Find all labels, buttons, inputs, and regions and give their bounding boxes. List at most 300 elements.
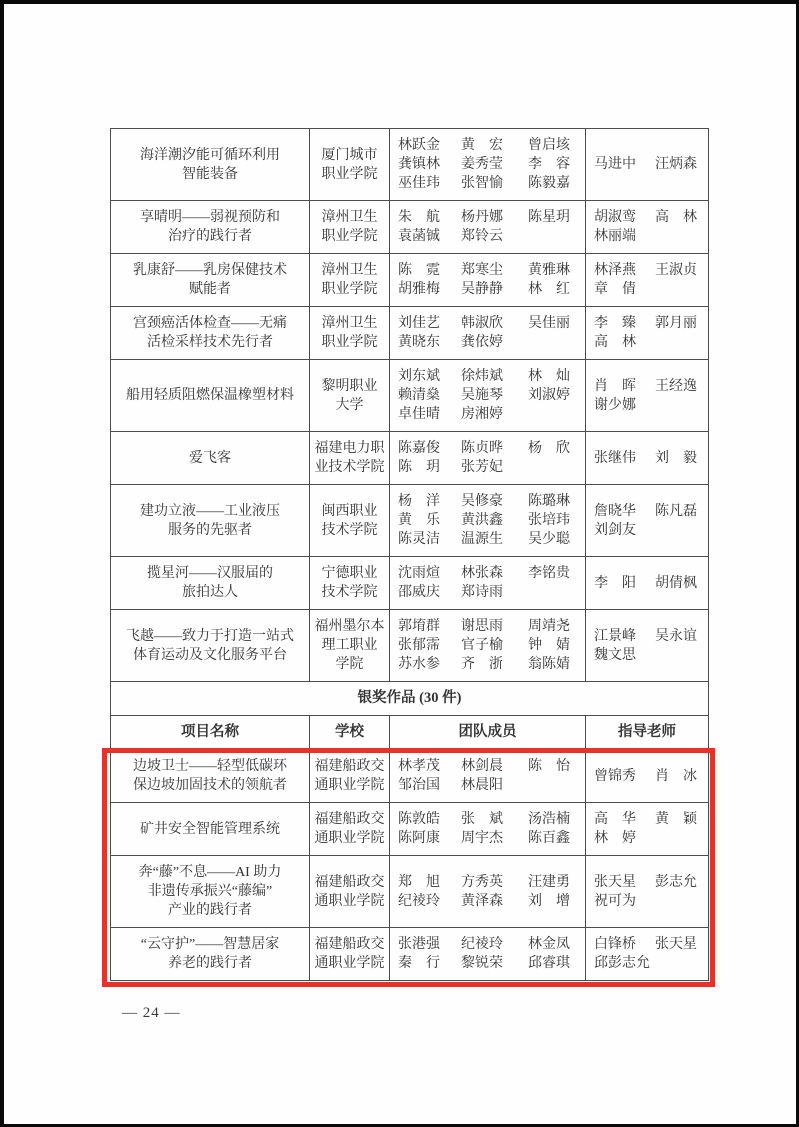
members-cell <box>390 432 586 485</box>
school-name-line: 职业学院 <box>321 282 378 297</box>
highlighted-rows-group <box>111 750 708 980</box>
advisor-name-line <box>594 155 704 174</box>
advisors-cell <box>586 432 708 485</box>
header-cell-members: 团队成员 <box>390 716 586 750</box>
advisor-name: 郭月丽 <box>655 316 697 331</box>
member-name: 卓佳晴 <box>398 407 440 422</box>
members-cell <box>390 610 586 682</box>
member-name: 林张森 <box>461 566 503 581</box>
members-cell <box>390 307 586 360</box>
advisor-name: 吴永谊 <box>655 628 697 644</box>
member-name-line <box>398 261 581 280</box>
school-name-line: 理工职业 <box>321 638 378 653</box>
header-cell-project: 项目名称 <box>111 716 310 750</box>
header-cell-advisors: 指导老师 <box>586 716 708 750</box>
member-name: 陈敦皓 <box>398 812 440 827</box>
advisors-cell <box>586 129 708 201</box>
member-name-line <box>398 655 581 674</box>
advisor-name: 李 臻 <box>594 316 636 331</box>
member-name: 张港强 <box>398 937 440 952</box>
advisor-name: 马进中 <box>594 157 636 172</box>
table-row <box>111 307 708 360</box>
project-title-line: 产业的践行者 <box>168 903 252 918</box>
table-row <box>111 856 708 928</box>
school-name-line: 福建船政交 <box>314 812 385 827</box>
member-name: 张智愉 <box>461 176 503 191</box>
school-cell <box>310 485 390 557</box>
member-name-line <box>398 492 581 511</box>
page-number: — 24 — <box>122 1005 181 1021</box>
member-name: 林金凤 <box>528 937 570 952</box>
project-cell <box>111 928 310 980</box>
advisor-name-line <box>594 333 704 352</box>
members-cell <box>390 557 586 610</box>
school-cell <box>310 201 390 254</box>
member-name: 黄晓东 <box>398 335 440 350</box>
member-name: 邵威庆 <box>398 585 440 600</box>
advisor-name: 胡淑鸾 <box>594 210 636 225</box>
school-name-line: 技术学院 <box>321 522 378 538</box>
school-name-line: 大学 <box>335 397 364 413</box>
member-name-line <box>398 367 581 386</box>
project-title-line: 海洋潮汐能可循环利用 <box>140 147 280 163</box>
advisor-name: 张天星 <box>655 937 697 952</box>
member-name: 陈灵洁 <box>398 532 440 547</box>
member-name-line <box>398 405 581 424</box>
member-name: 赖清燊 <box>398 388 440 403</box>
project-cell <box>111 803 310 856</box>
school-cell <box>310 928 390 980</box>
school-name-line: 通职业学院 <box>314 831 385 846</box>
member-name-line <box>398 757 581 776</box>
table-row <box>111 928 708 980</box>
project-cell <box>111 360 310 432</box>
advisor-name-line <box>594 829 704 848</box>
member-name-line <box>398 155 581 174</box>
member-name: 陈星玥 <box>528 210 570 225</box>
member-name: 纪祾玲 <box>461 937 503 952</box>
member-name: 林剑晨 <box>461 759 503 774</box>
member-name: 陈璐琳 <box>528 494 570 509</box>
member-name: 龚镇林 <box>398 157 440 172</box>
project-cell <box>111 750 310 803</box>
advisor-name: 白锋桥 <box>594 937 636 952</box>
member-name-line <box>398 776 581 795</box>
member-name: 陈百鑫 <box>528 831 570 846</box>
school-cell <box>310 432 390 485</box>
school-name-line: 业技术学院 <box>314 460 385 475</box>
advisor-name: 黄 颖 <box>655 812 697 827</box>
school-name-line: 宁德职业 <box>321 566 378 581</box>
project-title-line: 揽星河——汉服届的 <box>147 566 273 581</box>
advisor-name-line <box>594 396 704 415</box>
project-title-line: 边坡卫士——轻型低碳环 <box>133 759 287 774</box>
member-name-line <box>398 829 581 848</box>
school-name-line: 黎明职业 <box>321 378 378 394</box>
project-title-line: 建功立液——工业液压 <box>140 503 280 519</box>
advisor-name: 祝可为 <box>594 893 636 909</box>
project-cell <box>111 254 310 307</box>
advisor-name: 刘剑友 <box>594 522 636 538</box>
member-name: 方秀英 <box>461 874 503 890</box>
project-title-line: 矿井安全智能管理系统 <box>140 821 280 837</box>
member-name-line <box>398 892 581 911</box>
member-name-line <box>398 333 581 352</box>
member-name: 袁菡铖 <box>398 229 440 244</box>
member-name: 邹治国 <box>398 778 440 793</box>
member-name-line <box>398 227 581 246</box>
school-name-line: 福建船政交 <box>314 937 385 952</box>
school-name-line: 闽西职业 <box>321 503 378 519</box>
advisor-name-line <box>594 873 704 892</box>
advisor-name: 王淑贞 <box>655 263 697 278</box>
member-name: 林跃金 <box>398 138 440 153</box>
advisors-cell <box>586 307 708 360</box>
member-name: 房湘婷 <box>461 407 503 422</box>
advisor-name: 魏文思 <box>594 647 636 663</box>
school-name-line: 福建电力职 <box>314 441 385 456</box>
advisor-name-line <box>594 208 704 227</box>
member-name: 刘 增 <box>528 893 570 909</box>
member-name: 郑铃云 <box>461 229 503 244</box>
members-cell <box>390 750 586 803</box>
project-title-line: 船用轻质阻燃保温橡塑材料 <box>126 388 294 403</box>
advisor-name: 林丽端 <box>594 229 636 244</box>
project-title-line: 体育运动及文化服务平台 <box>133 647 287 663</box>
member-name: 汪建勇 <box>528 874 570 890</box>
advisors-cell <box>586 201 708 254</box>
member-name: 陈毅嘉 <box>528 176 570 191</box>
table-row <box>111 557 708 610</box>
project-title-line: 养老的践行者 <box>168 956 252 971</box>
advisors-cell <box>586 254 708 307</box>
advisor-name-line <box>594 521 704 540</box>
member-name: 林孝茂 <box>398 759 440 774</box>
advisor-name-line <box>594 227 704 246</box>
advisor-name: 陈凡磊 <box>655 503 697 519</box>
advisor-name: 李 阳 <box>594 575 636 591</box>
member-name: 巫佳玮 <box>398 176 440 191</box>
advisors-cell <box>586 610 708 682</box>
member-name-line <box>398 954 581 973</box>
advisor-name: 肖 冰 <box>655 768 697 784</box>
school-name-line: 职业学院 <box>321 229 378 244</box>
member-name-line <box>398 439 581 458</box>
project-title-line: 服务的先驱者 <box>168 522 252 538</box>
members-cell <box>390 928 586 980</box>
member-name-line <box>398 583 581 602</box>
project-cell <box>111 432 310 485</box>
advisor-name: 汪炳森 <box>655 157 697 172</box>
member-name: 刘佳艺 <box>398 316 440 331</box>
member-name: 郑诗雨 <box>461 585 503 600</box>
advisor-name-line <box>594 810 704 829</box>
member-name: 苏水参 <box>398 657 440 672</box>
member-name: 钟 婧 <box>528 638 570 653</box>
member-name: 韩淑欣 <box>461 316 503 331</box>
project-title-line: 乳康舒——乳房保健技术 <box>133 263 287 278</box>
advisors-cell <box>586 803 708 856</box>
advisor-name: 彭志允 <box>655 874 697 890</box>
advisors-cell <box>586 750 708 803</box>
project-title-line: 治疗的践行者 <box>168 229 252 244</box>
school-name-line: 福建船政交 <box>314 759 385 774</box>
school-name-line: 厦门城市 <box>321 147 378 163</box>
school-cell <box>310 610 390 682</box>
advisor-name-line <box>594 280 704 299</box>
table-row <box>111 485 708 557</box>
table-row <box>111 254 708 307</box>
member-name-line <box>398 530 581 549</box>
member-name: 邱睿琪 <box>528 956 570 971</box>
member-name: 谢思雨 <box>461 619 503 634</box>
member-name: 黄 乐 <box>398 513 440 528</box>
member-name: 胡雅梅 <box>398 282 440 297</box>
school-cell <box>310 360 390 432</box>
advisor-name: 江景峰 <box>594 628 636 644</box>
advisor-name: 章 倩 <box>594 282 636 297</box>
school-name-line: 通职业学院 <box>314 778 385 793</box>
advisor-name: 谢少娜 <box>594 397 636 413</box>
section-band-label: 银奖作品 (30 件) <box>111 682 708 716</box>
school-name-line: 漳州卫生 <box>321 316 378 331</box>
project-title-line: 旅拍达人 <box>182 585 238 600</box>
member-name: 姜秀莹 <box>461 157 503 172</box>
school-name-line: 通职业学院 <box>314 893 385 909</box>
advisor-name: 曾锦秀 <box>594 768 636 784</box>
table-row <box>111 750 708 803</box>
members-cell <box>390 485 586 557</box>
member-name: 官子榆 <box>461 638 503 653</box>
member-name: 张芳妃 <box>461 460 503 475</box>
member-name-line <box>398 280 581 299</box>
advisor-name-line <box>594 261 704 280</box>
project-cell <box>111 129 310 201</box>
section-band-row <box>111 682 708 716</box>
member-name: 杨丹娜 <box>461 210 503 225</box>
school-name-line: 通职业学院 <box>314 956 385 971</box>
advisor-name: 林泽燕 <box>594 263 636 278</box>
member-name: 翁陈婧 <box>528 657 570 672</box>
member-name: 齐 浙 <box>461 657 503 672</box>
project-title-line: 飞越——致力于打造一站式 <box>126 628 294 644</box>
member-name: 黄洪鑫 <box>461 513 503 528</box>
member-name: 郑 旭 <box>398 874 440 890</box>
advisors-cell <box>586 557 708 610</box>
member-name-line <box>398 386 581 405</box>
member-name-line <box>398 314 581 333</box>
member-name: 郑寒尘 <box>461 263 503 278</box>
member-name: 林 红 <box>528 282 570 297</box>
school-name-line: 职业学院 <box>321 166 378 182</box>
member-name: 李铭贵 <box>528 566 570 581</box>
member-name: 张培玮 <box>528 513 570 528</box>
member-name: 郭堉群 <box>398 619 440 634</box>
advisor-name: 高 林 <box>655 210 697 225</box>
advisor-name: 王经逸 <box>655 378 697 394</box>
member-name: 周宇杰 <box>461 831 503 846</box>
member-name-line <box>398 511 581 530</box>
project-title-line: 非遗传承振兴“藤编” <box>147 884 273 899</box>
advisor-name: 张天星 <box>594 874 636 890</box>
school-name-line: 学院 <box>335 657 364 672</box>
school-cell <box>310 557 390 610</box>
member-name: 吴佳丽 <box>528 316 570 331</box>
project-title-line: 保边坡加固技术的领航者 <box>133 778 287 793</box>
member-name: 陈 玥 <box>398 460 440 475</box>
member-name-line <box>398 564 581 583</box>
member-name-line <box>398 617 581 636</box>
members-cell <box>390 803 586 856</box>
table-row <box>111 360 708 432</box>
header-cell-school: 学校 <box>310 716 390 750</box>
advisor-name: 詹晓华 <box>594 503 636 519</box>
member-name-line <box>398 873 581 892</box>
page-content <box>4 4 796 1022</box>
member-name: 温源生 <box>461 532 503 547</box>
member-name: 杨 欣 <box>528 441 570 456</box>
awards-table <box>110 128 709 981</box>
member-name: 徐炜斌 <box>461 369 503 384</box>
advisor-name: 肖 晖 <box>594 378 636 394</box>
school-cell <box>310 750 390 803</box>
member-name: 林 灿 <box>528 369 570 384</box>
member-name: 黄 宏 <box>461 138 503 153</box>
project-cell <box>111 610 310 682</box>
member-name: 刘东斌 <box>398 369 440 384</box>
advisors-cell <box>586 856 708 928</box>
school-name-line: 漳州卫生 <box>321 210 378 225</box>
members-cell <box>390 254 586 307</box>
school-name-line: 职业学院 <box>321 335 378 350</box>
advisor-name-line <box>594 314 704 333</box>
school-name-line: 技术学院 <box>321 585 378 600</box>
upper-rows-group <box>111 129 708 682</box>
school-cell <box>310 803 390 856</box>
project-title-line: 赋能者 <box>189 282 231 297</box>
school-cell <box>310 307 390 360</box>
school-cell <box>310 856 390 928</box>
member-name: 黄泽森 <box>461 893 503 909</box>
table-row <box>111 610 708 682</box>
advisor-name-line <box>594 574 704 593</box>
advisor-name: 刘 毅 <box>655 450 697 466</box>
advisor-name-line <box>594 502 704 521</box>
member-name: 陈贞晔 <box>461 441 503 456</box>
members-cell <box>390 856 586 928</box>
project-title-line: 智能装备 <box>182 166 238 182</box>
school-name-line: 漳州卫生 <box>321 263 378 278</box>
advisor-name-line <box>594 627 704 646</box>
project-title-line: 享晴明——弱视预防和 <box>140 210 280 225</box>
members-cell <box>390 129 586 201</box>
advisor-name: 邱彭志允 <box>594 956 650 971</box>
advisor-name: 林 婷 <box>594 831 636 846</box>
advisors-cell <box>586 485 708 557</box>
advisor-name-line <box>594 892 704 911</box>
advisor-name-line <box>594 935 704 954</box>
project-cell <box>111 856 310 928</box>
member-name: 林晨阳 <box>461 778 503 793</box>
advisor-name-line <box>594 449 704 468</box>
table-row <box>111 201 708 254</box>
member-name: 吴少聪 <box>528 532 570 547</box>
table-row <box>111 432 708 485</box>
member-name: 陈阿康 <box>398 831 440 846</box>
project-cell <box>111 485 310 557</box>
table-row <box>111 129 708 201</box>
member-name-line <box>398 208 581 227</box>
member-name-line <box>398 458 581 477</box>
member-name: 陈 霓 <box>398 263 440 278</box>
member-name: 周靖尧 <box>528 619 570 634</box>
table-row <box>111 803 708 856</box>
project-cell <box>111 307 310 360</box>
advisor-name: 高 华 <box>594 812 636 827</box>
member-name: 黎锐荣 <box>461 956 503 971</box>
school-cell <box>310 129 390 201</box>
member-name: 吴修豪 <box>461 494 503 509</box>
member-name: 吴静静 <box>461 282 503 297</box>
member-name: 陈嘉俊 <box>398 441 440 456</box>
member-name-line <box>398 636 581 655</box>
member-name: 张 斌 <box>461 812 503 827</box>
member-name: 吴施琴 <box>461 388 503 403</box>
school-cell <box>310 254 390 307</box>
project-title-line: 宫颈癌活体检查——无痛 <box>133 316 287 331</box>
member-name-line <box>398 935 581 954</box>
silver-rows <box>111 750 708 980</box>
members-cell <box>390 201 586 254</box>
member-name-line <box>398 810 581 829</box>
advisor-name: 张继伟 <box>594 450 636 466</box>
project-title-line: 爱飞客 <box>189 450 231 466</box>
school-name-line: 福州墨尔本 <box>314 619 385 634</box>
member-name: 张郁霈 <box>398 638 440 653</box>
project-cell <box>111 201 310 254</box>
advisor-name: 胡倩枫 <box>655 575 697 591</box>
project-cell <box>111 557 310 610</box>
member-name: 曾启垓 <box>528 138 570 153</box>
advisor-name-line <box>594 646 704 665</box>
member-name: 朱 航 <box>398 210 440 225</box>
members-cell <box>390 360 586 432</box>
member-name: 陈 怡 <box>528 759 570 774</box>
member-name: 纪祾玲 <box>398 893 440 909</box>
advisor-name: 高 林 <box>594 335 636 350</box>
member-name: 李 容 <box>528 157 570 172</box>
project-title-line: “云守护”——智慧居家 <box>140 937 280 952</box>
school-name-line: 福建船政交 <box>314 874 385 890</box>
member-name: 秦 行 <box>398 956 440 971</box>
project-title-line: 活检采样技术先行者 <box>147 335 273 350</box>
advisors-cell <box>586 928 708 980</box>
table-header-row <box>111 716 708 750</box>
advisor-name-line <box>594 954 704 973</box>
member-name: 杨 洋 <box>398 494 440 509</box>
advisors-cell <box>586 360 708 432</box>
member-name: 黄雅琳 <box>528 263 570 278</box>
advisor-name-line <box>594 377 704 396</box>
advisor-name-line <box>594 767 704 786</box>
member-name: 汤浩楠 <box>528 812 570 827</box>
member-name-line <box>398 174 581 193</box>
project-title-line: 奔“藤”不息——AI 助力 <box>138 865 282 880</box>
member-name: 刘淑婷 <box>528 388 570 403</box>
member-name: 沈雨煊 <box>398 566 440 581</box>
member-name: 龚依婷 <box>461 335 503 350</box>
member-name-line <box>398 136 581 155</box>
